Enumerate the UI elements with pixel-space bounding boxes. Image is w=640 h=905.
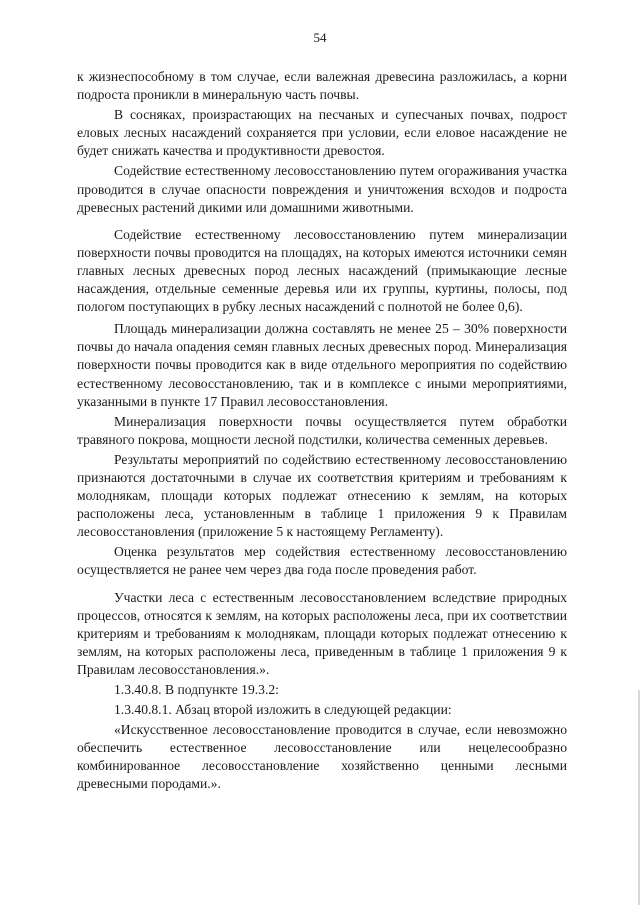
paragraph-subclause-instruction: 1.3.40.8.1. Абзац второй изложить в следующей редакции:	[114, 702, 452, 718]
paragraph-fencing: Содействие естественному лесовосстановлению путем огораживания участка проводится в случае опасности повреждения и уничтожения всходов и подроста древесных растений дикими или домашними животными.	[77, 163, 567, 215]
paragraph-results: Результаты мероприятий по содействию естественному лесовосстановлению признаются достаточными в случае их соответствия критериям и требованиям к молоднякам, площади которых подлежат отнесению к землям, на которых расположены леса, установленным в таблице 1 приложения 9 к Правилам лесовосстановления (приложение 5 к настоящему Регламенту).	[77, 451, 567, 540]
paragraph-assessment: Оценка результатов мер содействия естественному лесовосстановлению осуществляется не ранее чем через два года после проведения работ.	[77, 544, 567, 578]
paragraph-mineralization-area: Площадь минерализации должна составлять не менее 25 – 30% поверхности почвы до начала опадения семян главных лесных древесных пород. Минерализация поверхности почвы проводится как в виде отдельного мероприятия по содействию естественному лесовосстановлению, так и в комплексе с иными мероприятиями, указанными в пункте 17 Правил лесовосстановления.	[77, 321, 567, 409]
paragraph-mineralization-method: Минерализация поверхности почвы осуществляется путем обработки травяного покрова, мощности лесной подстилки, количества семенных деревьев.	[77, 413, 567, 447]
page-number: 54	[313, 30, 327, 45]
paragraph-pine-undergrowth: В сосняках, произрастающих на песчаных и супесчаных почвах, подрост еловых лесных насаждений сохраняется при условии, если еловое насаждение не будет снижать качества и продуктивности древостоя.	[77, 107, 567, 159]
paragraph-artificial-regeneration: «Искусственное лесовосстановление проводится в случае, если невозможно обеспечить естественное лесовосстановление или нецелесообразно комбинированное лесовосстановление хозяйственно ценными лесными древесными породами.».	[77, 722, 567, 792]
paragraph-soil-mineralization: Содействие естественному лесовосстановлению путем минерализации поверхности почвы проводится на площадях, на которых имеются источники семян главных лесных древесных пород лесных насаждений (примыкающие лесные насаждения, отдельные семенные деревья или их группы, куртины, полосы, под пологом поступающих в рубку лесных насаждений с полнотой не более 0,6).	[77, 226, 567, 315]
document-body	[77, 68, 567, 794]
paragraph-continuation: к жизнеспособному в том случае, если валежная древесина разложилась, а корни подроста проникли в минеральную часть почвы.	[77, 69, 567, 103]
paragraph-subclause-heading: 1.3.40.8. В подпункте 19.3.2:	[114, 682, 279, 697]
paragraph-natural-regeneration: Участки леса с естественным лесовосстановлением вследствие природных процессов, относятся к землям, на которых расположены леса, при их соответствии критериям и требованиям к молоднякам, площади которых подлежат отнесению к землям, на которых расположены леса, приведенным в таблице 1 приложения 9 к Правилам лесовосстановления.».	[77, 589, 567, 677]
